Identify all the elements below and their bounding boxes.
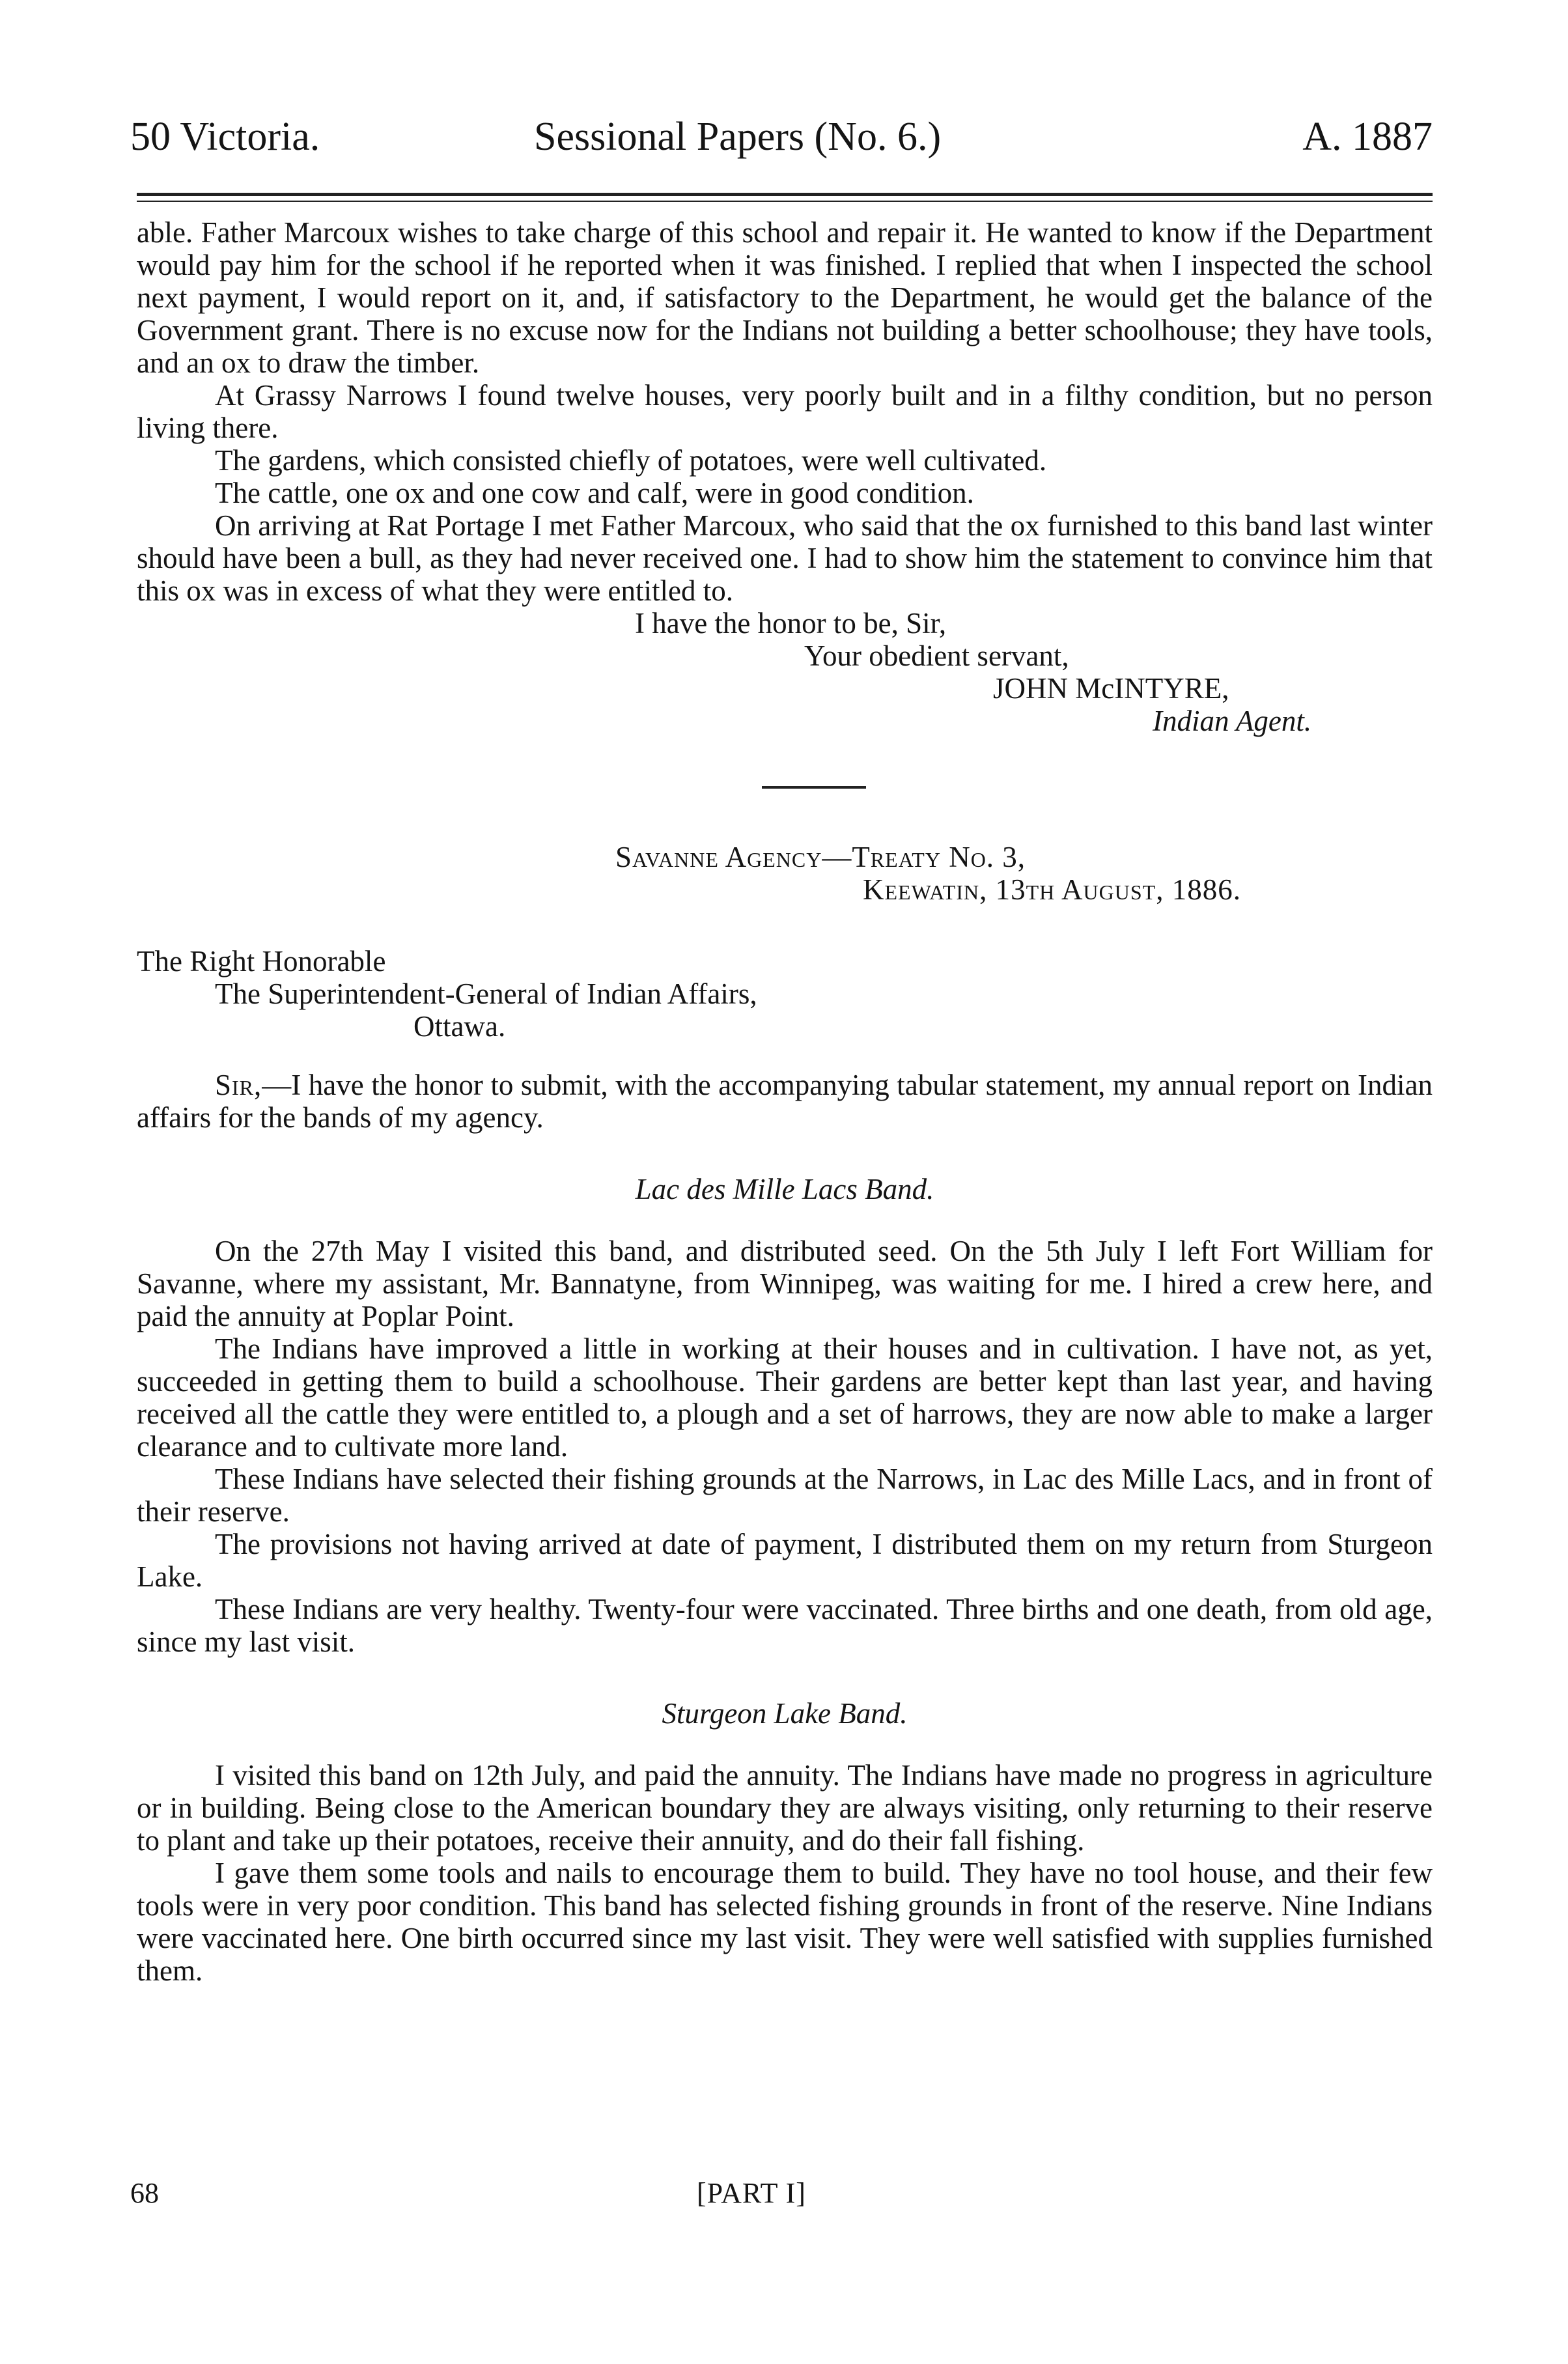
header-rule-thin — [137, 201, 1433, 202]
intro-text: —I have the honor to submit, with the accompanying tabular statement, my annual report on Indian affairs for the bands of my agency. — [137, 1069, 1433, 1134]
addressee-line: Ottawa. — [413, 1010, 506, 1043]
paragraph: I gave them some tools and nails to encourage them to build. They have no tool house, and their few tools were in very poor condition. This band has selected fishing grounds in front of the reserve. Nine Indians were vaccinated here. One birth occurred since my last visit. They were well satisfied with supplies furnished them. — [137, 1857, 1433, 1987]
agency-heading: Savanne Agency—Treaty No. 3, — [615, 841, 1026, 873]
section-heading: Sturgeon Lake Band. — [662, 1697, 908, 1730]
paragraph: On the 27th May I visited this band, and distributed seed. On the 5th July I left Fort William for Savanne, where my assistant, Mr. Bannatyne, from Winnipeg, was waiting for me. I hired a crew here, and paid the annuity at Poplar Point. — [137, 1235, 1433, 1332]
paragraph: On arriving at Rat Portage I met Father Marcoux, who said that the ox furnished to this band last winter should have been a bull, as they had never received one. I had to show him the statement to convince him that this ox was in excess of what they were entitled to. — [137, 509, 1433, 607]
page-header — [130, 104, 1433, 169]
paragraph: able. Father Marcoux wishes to take charge of this school and repair it. He wanted to know if the Department would pay him for the school if he reported when it was finished. I replied that when I inspected the school next payment, I would report on it, and, if satisfactory to the Department, he would get the balance of the Government grant. There is no excuse now for the Indians not building a better schoolhouse; they have tools, and an ox to draw the timber. — [137, 216, 1433, 379]
paragraph: The Indians have improved a little in working at their houses and in cultivation. I have not, as yet, succeeded in getting them to build a schoolhouse. Their gardens are better kept than last year, and having received all the cattle they were entitled to, a plough and a set of harrows, they are now able to make a larger clearance and to cultivate more land. — [137, 1332, 1433, 1463]
page-footer — [130, 2174, 1433, 2213]
signature-title: Indian Agent. — [1153, 705, 1312, 737]
part-label: [PART I] — [697, 2177, 806, 2209]
paragraph: These Indians have selected their fishing grounds at the Narrows, in Lac des Mille Lacs, and in front of their reserve. — [137, 1463, 1433, 1528]
paragraph: At Grassy Narrows I found twelve houses, very poorly built and in a filthy condition, but no person living there. — [137, 379, 1433, 444]
paragraph: The gardens, which consisted chiefly of potatoes, were well cultivated. — [215, 444, 1047, 477]
section-divider — [762, 786, 866, 789]
addressee-line: The Superintendent-General of Indian Affairs, — [215, 978, 757, 1010]
paragraph: The provisions not having arrived at date of payment, I distributed them on my return from Sturgeon Lake. — [137, 1528, 1433, 1593]
addressee-line: The Right Honorable — [137, 945, 386, 978]
closing-honor: I have the honor to be, Sir, — [635, 607, 947, 640]
header-series: Sessional Papers (No. 6.) — [534, 115, 942, 159]
section-heading: Lac des Mille Lacs Band. — [635, 1173, 934, 1205]
salutation: Sir, — [215, 1069, 262, 1101]
paragraph: These Indians are very healthy. Twenty-four were vaccinated. Three births and one death, from old age, since my last visit. — [137, 1593, 1433, 1658]
header-rule-thick — [137, 193, 1433, 196]
signature-name: JOHN McINTYRE, — [993, 672, 1229, 705]
header-volume: 50 Victoria. — [130, 115, 320, 159]
page-number: 68 — [130, 2177, 159, 2209]
body-text — [137, 216, 1433, 1987]
paragraph: I visited this band on 12th July, and paid the annuity. The Indians have made no progress in agriculture or in building. Being close to the American boundary they are always visiting, only returning to their reserve to plant and take up their potatoes, receive their annuity, and do their fall fishing. — [137, 1759, 1433, 1857]
paragraph: The cattle, one ox and one cow and calf, were in good condition. — [215, 477, 974, 509]
place-date-text: Keewatin, 13th August, 1886. — [863, 873, 1241, 906]
closing-servant: Your obedient servant, — [804, 640, 1069, 672]
header-year: A. 1887 — [1302, 115, 1433, 159]
place-date — [863, 873, 1433, 906]
intro-paragraph — [137, 1069, 1433, 1134]
